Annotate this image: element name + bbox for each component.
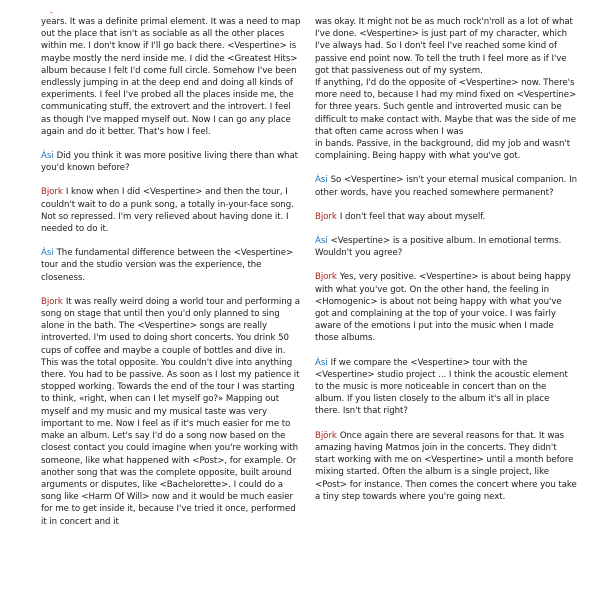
interview-answer xyxy=(41,186,303,235)
interview-question xyxy=(315,235,577,259)
speaker-name-bjork: Bjork xyxy=(315,211,337,222)
speaker-name-asi: Ási xyxy=(315,175,328,186)
interview-answer xyxy=(315,430,577,503)
interview-answer xyxy=(315,271,577,344)
speaker-name-asi: Ási xyxy=(41,248,54,259)
paragraph xyxy=(315,77,577,138)
paragraph-text: years. It was a definite primal element. It was a need to map out the place that isn't as sociable as all the other places within me. I don't know if I'll go back there. <Vespertine> is maybe mostly the nerd inside me. I did the <Greatest Hits> album because I felt I'd come full circle. Somehow I've been endlessly jumping in at the deep end and doing all kinds of experiments. I feel I've probed all the places inside me, the communicating stuff, the extrovert and the introvert. I feel as though I've mapped myself out. Now I can go any place again and do it better. That's how I feel. xyxy=(41,17,301,137)
paragraph-text: Yes, very positive. <Vespertine> is about being happy with what you've got. On the other hand, the feeling in <Homogenic> is about not being happy with what you've got and complaining at the top of your voice. I was fairly aware of the emotions I put into the music when I made those albums. xyxy=(315,272,571,344)
paragraph-text: I know when I did <Vespertine> and then the tour, I couldn't wait to do a punk song, a totally in-your-face song. Not so repressed. I'm very relieved about having done it. I needed to do it. xyxy=(41,187,294,235)
paragraph-text: The fundamental difference between the <Vespertine> tour and the studio version was the experience, the closeness. xyxy=(41,248,294,283)
paragraph-text: was okay. It might not be as much rock'n'roll as a lot of what I've done. <Vespertine> is just part of my character, which I've always had. So I don't feel I've reached some kind of passive end point now. To tell the truth I feel more as if I've got that passiveness out of my system. xyxy=(315,17,573,76)
interview-question xyxy=(41,247,303,284)
paragraph xyxy=(315,16,577,77)
speaker-name-bjork: Bjork xyxy=(41,296,63,307)
paragraph-text: So <Vespertine> isn't your eternal musical companion. In other words, have you reached somewhere permanent? xyxy=(315,175,577,198)
paragraph-text: If we compare the <Vespertine> tour with the <Vespertine> studio project ... I think the acoustic element to the music is more noticeable in concert than on the album. If you listen closely to the album it's all in place there. Isn't that right? xyxy=(315,357,568,417)
speaker-name-bjork: Bjork xyxy=(41,187,63,198)
interview-question xyxy=(315,174,577,198)
speaker-name-asi: Ási xyxy=(315,357,328,368)
interview-answer xyxy=(41,296,303,528)
paragraph-text: If anything, I'd do the opposite of <Vespertine> now. There's more need to, because I had my mind fixed on <Vespertine> for three years. Such gentle and introverted music can be difficult to make contact with. Maybe that was the side of me that often came across when I was xyxy=(315,78,577,137)
right-column xyxy=(315,16,577,515)
paragraph-text: I don't feel that way about myself. xyxy=(339,211,486,222)
paragraph-text: <Vespertine> is a positive album. In emotional terms. Wouldn't you agree? xyxy=(315,236,562,259)
speaker-name-bjork: Bjork xyxy=(315,272,337,283)
decorative-mark xyxy=(50,12,53,13)
speaker-name-asi: Ási xyxy=(41,151,54,162)
paragraph-text: Once again there are several reasons for that. It was amazing having Matmos join in the concerts. They didn't start working with me on <Vespertine> until a month before mixing started. Often the album is a single project, like <Post> for instance. Then comes the concert where you take a tiny step towards where you're going next. xyxy=(315,430,577,502)
interview-question xyxy=(41,150,303,174)
interview-question xyxy=(315,357,577,418)
interview-answer xyxy=(315,211,577,223)
paragraph xyxy=(41,16,303,138)
speaker-name-asi: Ási xyxy=(315,236,328,247)
speaker-name-bjork: Björk xyxy=(315,430,337,441)
paragraph-text: in bands. Passive, in the background, did my job and wasn't complaining. Being happy with what you've got. xyxy=(315,139,571,162)
left-column xyxy=(41,16,303,540)
paragraph-text: Did you think it was more positive living there than what you'd known before? xyxy=(41,151,298,174)
paragraph-text: It was really weird doing a world tour and performing a song on stage that until then you'd only planned to sing alone in the bath. The <Vespertine> songs are really introverted. I'm used to doing short concerts. You drink 50 cups of coffee and maybe a couple of bottles and dive in. This was the total opposite. You couldn't dive into anything there. You had to be passive. As soon as I lost my patience it stopped working. Towards the end of the tour I was starting to think, «right, when can I let myself go?» Mapping out myself and my music and my musical taste was very important to me. Now I feel as if it's much easier for me to make an album. Let's say I'd do a song now based on the closest contact you could imagine when you're working with someone, like what happened with <Post>, for example. Or another song that was the complete opposite, built around arguments or disputes, like <Bachelorette>. I could do a song like <Harm Of Will> now and it would be much easier for me to get inside it, because I've tried it once, performed it in concert and it xyxy=(41,296,300,527)
paragraph xyxy=(315,138,577,162)
